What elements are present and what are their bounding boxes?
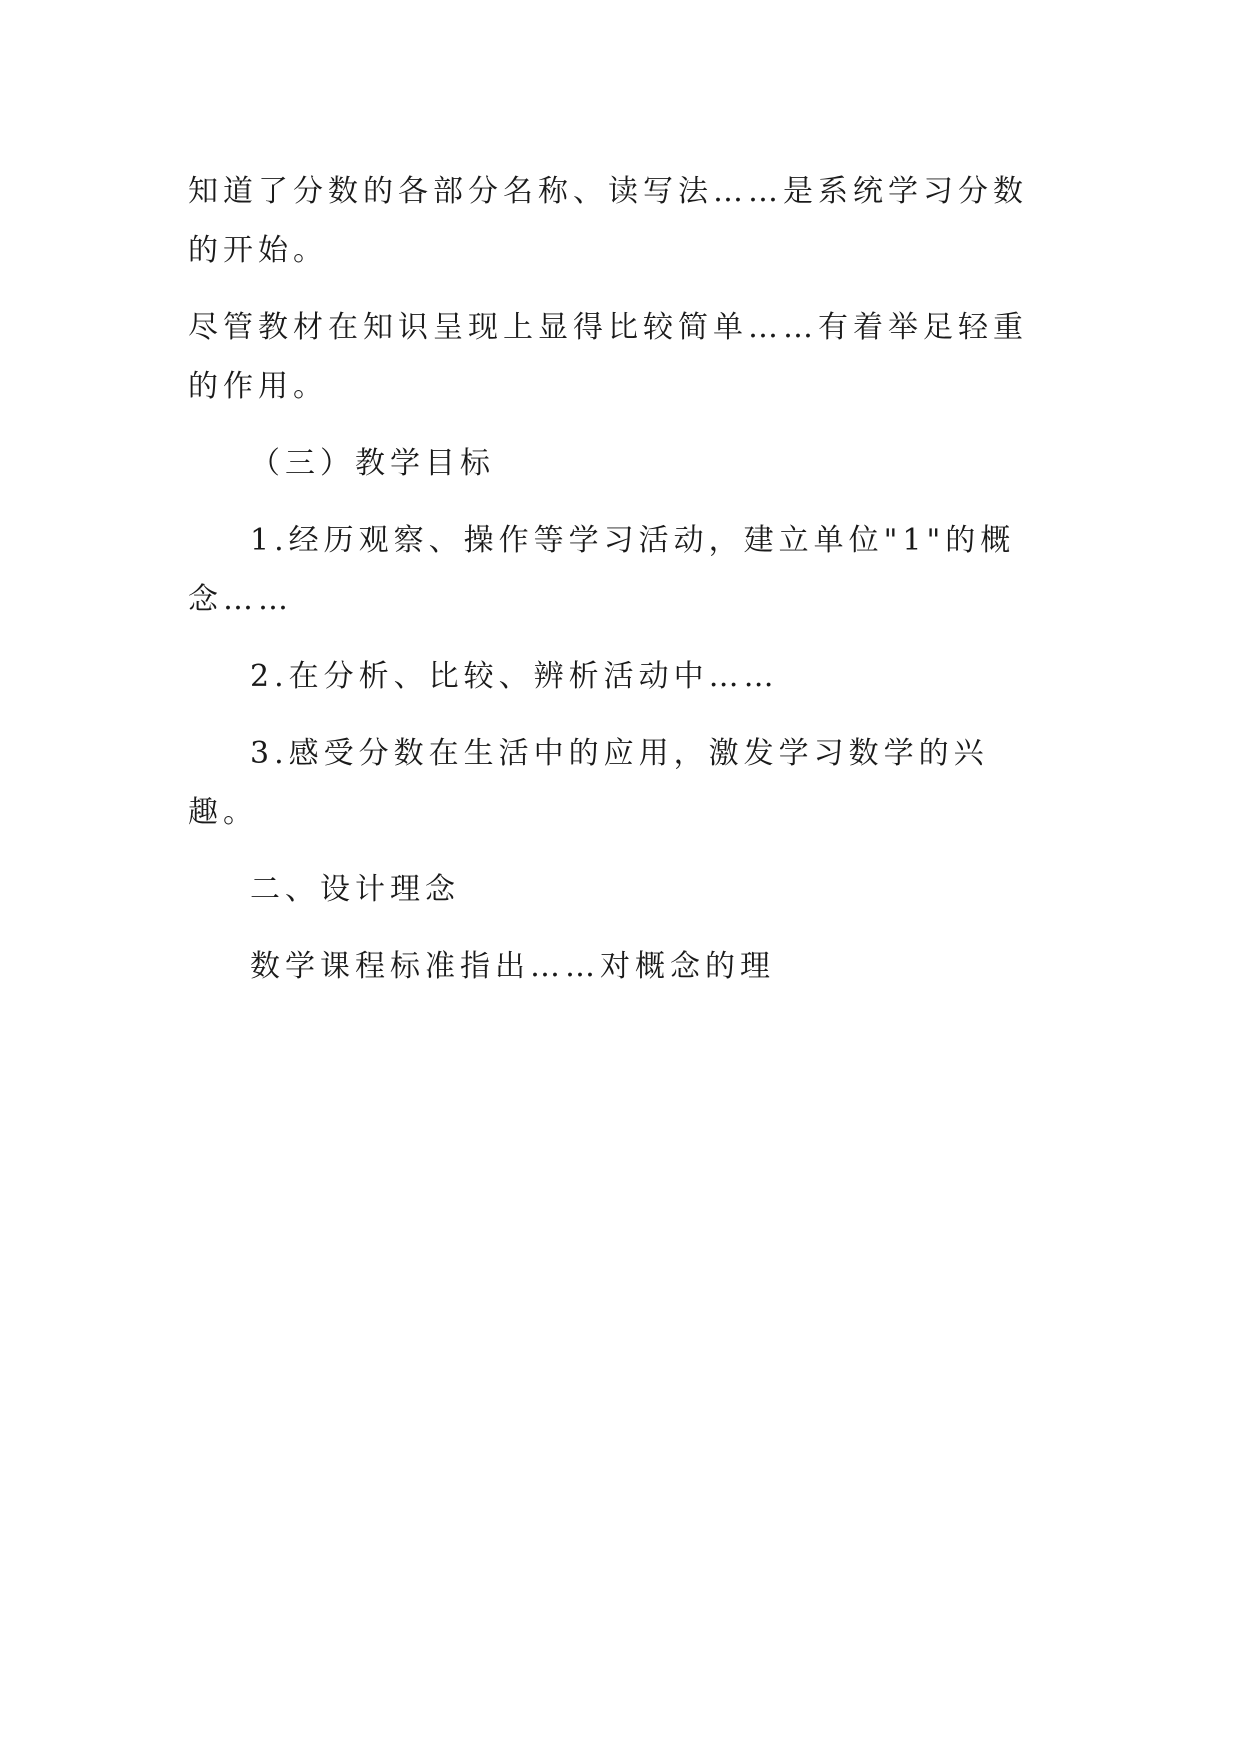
section-heading-design-concept: 二、设计理念 bbox=[250, 872, 460, 907]
paragraph-design-concept: 数学课程标准指出……对概念的理 bbox=[250, 949, 775, 984]
goal-item-3: 3.感受分数在生活中的应用，激发学习数学的兴趣。 bbox=[188, 736, 989, 830]
section-heading-teaching-goals: （三）教学目标 bbox=[250, 446, 495, 481]
paragraph-difficulty: 尽管教材在知识呈现上显得比较简单……有着举足轻重的作用。 bbox=[188, 310, 1028, 404]
goal-item-1: 1.经历观察、操作等学习活动，建立单位"1"的概念…… bbox=[188, 523, 1016, 617]
document-body bbox=[188, 162, 1048, 1014]
paragraph-fraction-intro: 知道了分数的各部分名称、读写法……是系统学习分数的开始。 bbox=[188, 174, 1028, 268]
goal-item-2: 2.在分析、比较、辨析活动中…… bbox=[250, 659, 779, 694]
